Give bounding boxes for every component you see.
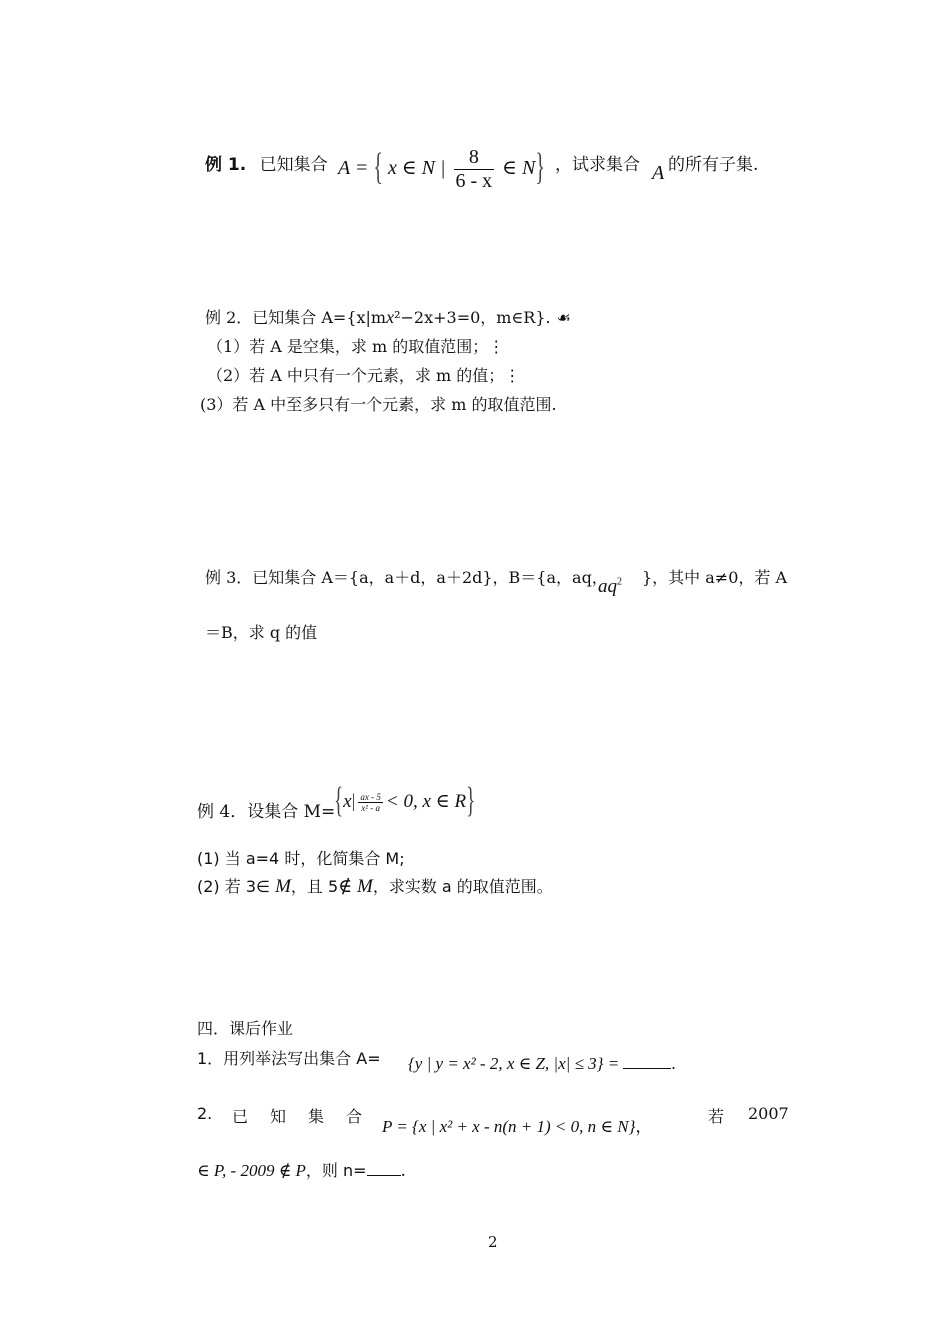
problem-2-number: 2. — [197, 1104, 213, 1123]
example-2-var: x — [386, 307, 395, 327]
example-3-line-1 — [205, 565, 608, 588]
set-tail: < 0, x ∈ R — [385, 791, 467, 812]
problem-2-end: . — [400, 1161, 406, 1181]
problem-2-set-text: P = {x | x² + x - n(n + 1) < 0, n ∈ N} — [382, 1117, 636, 1136]
example-1-label: 例 1. — [205, 155, 247, 175]
example-3-aq: aq — [598, 576, 617, 597]
left-brace: { — [334, 781, 344, 821]
example-2-q3: (3）若 A 中至多只有一个元素，求 m 的取值范围. — [200, 395, 557, 414]
homework-heading: 四．课后作业 — [197, 1019, 294, 1038]
right-brace: } — [535, 146, 545, 189]
example-4-q2-text-2: ，且 5 — [290, 877, 339, 896]
right-brace: } — [466, 781, 476, 821]
problem-2-ask: ，则 n= — [305, 1161, 367, 1180]
problem-2-words — [232, 1104, 362, 1127]
answer-blank[interactable] — [367, 1175, 401, 1176]
example-4-q2-text-3: ，求实数 a 的取值范围。 — [372, 877, 553, 896]
decoration-icon: ☙ — [556, 308, 571, 327]
homework-problem-1 — [197, 1046, 381, 1069]
set-body: x ∈ N | — [387, 157, 446, 180]
example-4-lead: 例 4．设集合 M= — [197, 802, 336, 822]
example-4-set-m: M — [275, 876, 291, 897]
example-1-end: 的所有子集. — [668, 155, 759, 175]
example-1-set — [338, 146, 545, 193]
set-lhs: A = — [338, 157, 374, 180]
example-4-q1: (1) 当 a=4 时，化简集合 M; — [197, 849, 405, 868]
example-4-q2-text: (2) 若 3∈ — [197, 877, 270, 896]
problem-1-end: . — [671, 1054, 676, 1073]
problem-1-lead: 1．用列举法写出集合 A= — [197, 1049, 381, 1068]
example-3-text: 例 3．已知集合 A＝{a，a＋d，a＋2d}，B＝{a，aq， — [205, 568, 608, 587]
example-2-q2: （2）若 A 中只有一个元素，求 m 的值；⋮ — [207, 366, 521, 385]
problem-2-comma: ， — [635, 1117, 653, 1136]
answer-blank[interactable] — [623, 1068, 671, 1069]
example-1-set-name: A — [652, 162, 665, 184]
example-3-aq2 — [598, 576, 622, 598]
set-var: x — [343, 791, 352, 812]
example-1-tail — [555, 150, 640, 175]
example-4-q2 — [197, 874, 553, 898]
bar-divider: | — [351, 791, 356, 812]
example-1-lead: 已知集合 — [259, 155, 328, 175]
fraction — [454, 146, 495, 193]
example-4-notin: ∉ M — [338, 876, 373, 897]
problem-2-condition: ∈ P, - 2009 ∉ P — [197, 1161, 306, 1180]
example-3-line-2: ＝B，求 q 的值 — [205, 623, 318, 642]
example-1-middle: ，试求集合 — [555, 155, 640, 175]
superscript: 2 — [617, 576, 622, 588]
problem-2-year: 2007 — [748, 1104, 789, 1123]
example-2-q1: （1）若 A 是空集，求 m 的取值范围；⋮ — [207, 337, 505, 356]
fraction-denominator: x² - a — [361, 803, 380, 814]
fraction-numerator: ax - 5 — [360, 792, 381, 803]
problem-2-set — [382, 1112, 652, 1137]
set-tail: ∈ N — [502, 157, 536, 180]
fraction-denominator: 6 - x — [455, 170, 493, 192]
problem-2-ruo: 若 — [708, 1107, 725, 1126]
example-4-line-1 — [197, 797, 335, 822]
homework-problem-2 — [197, 1104, 212, 1123]
example-2-text-rest: ²−2x+3=0，m∈R}. — [394, 308, 551, 327]
problem-2-line-2 — [197, 1158, 406, 1181]
example-4-set — [334, 781, 476, 821]
left-brace: { — [373, 146, 383, 189]
word: 已 — [232, 1107, 249, 1126]
example-3-line-1-end: }，其中 a≠0，若 A — [642, 568, 788, 587]
problem-1-set-text: {y | y = x² - 2, x ∈ Z, |x| ≤ 3} = — [408, 1054, 620, 1073]
problem-1-set — [408, 1054, 676, 1074]
example-1 — [205, 150, 328, 175]
word: 合 — [346, 1107, 363, 1126]
word: 知 — [270, 1107, 287, 1126]
page-number: 2 — [488, 1233, 498, 1251]
example-2-line-1 — [205, 305, 571, 328]
example-2-text: 例 2．已知集合 A={x|m — [205, 308, 387, 327]
word: 集 — [308, 1107, 325, 1126]
fraction — [358, 792, 383, 813]
fraction-numerator: 8 — [454, 146, 495, 170]
